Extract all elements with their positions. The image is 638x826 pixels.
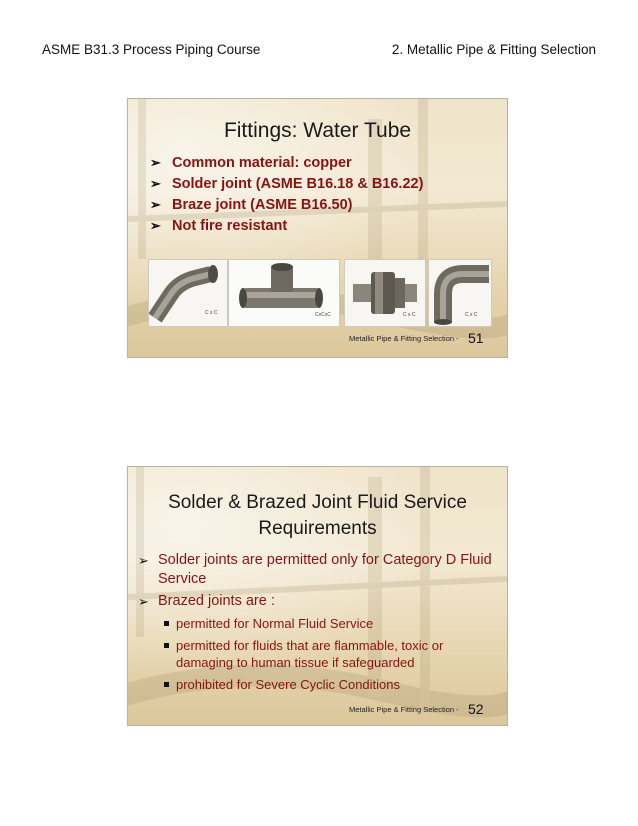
slide-footer-text: Metallic Pipe & Fitting Selection - <box>349 705 459 714</box>
arrow-bullet-icon: ➢ <box>150 176 161 191</box>
copper-45-elbow-fitting-icon: C x C <box>148 259 228 327</box>
square-bullet-icon <box>164 643 169 648</box>
bullet-item: ➢ Brazed joints are : permitted for Normal Fluid Service permitted for fluids that are flammable, toxic or damaging to human tissue if safeguarded prohibited for Severe Cyclic Conditions <box>138 592 497 693</box>
slide-51 <box>127 98 508 358</box>
bullet-item: ➢ Common material: copper <box>150 155 352 171</box>
sub-bullet-item: permitted for Normal Fluid Service <box>158 615 497 632</box>
sub-bullet-item: permitted for fluids that are flammable, toxic or damaging to human tissue if safeguarded <box>158 637 497 671</box>
slide-title: Solder & Brazed Joint Fluid Service Requirements <box>168 492 467 539</box>
bullet-list <box>150 153 467 237</box>
slide-title: Fittings: Water Tube <box>223 119 412 142</box>
slide-52 <box>127 466 508 726</box>
slide-number: 52 <box>468 701 484 717</box>
arrow-bullet-icon: ➢ <box>138 594 149 609</box>
bullet-list <box>138 551 497 698</box>
bullet-item: ➢ Not fire resistant <box>150 218 288 234</box>
arrow-bullet-icon: ➢ <box>150 218 161 233</box>
arrow-bullet-icon: ➢ <box>138 553 149 568</box>
bullet-item: ➢ Solder joints are permitted only for Category D Fluid Service <box>138 552 492 587</box>
copper-tee-fitting-icon: CxCxC <box>228 259 340 327</box>
bullet-item: ➢ Braze joint (ASME B16.50) <box>150 197 353 213</box>
sub-bullet-item: prohibited for Severe Cyclic Conditions <box>158 676 497 693</box>
slide-number: 51 <box>468 330 484 346</box>
sub-bullet-list <box>158 615 497 693</box>
bullet-item: ➢ Solder joint (ASME B16.18 & B16.22) <box>150 176 424 192</box>
arrow-bullet-icon: ➢ <box>150 155 161 170</box>
arrow-bullet-icon: ➢ <box>150 197 161 212</box>
copper-union-fitting-icon: C x C <box>344 259 426 327</box>
fittings-photo-row <box>148 259 487 329</box>
copper-90-elbow-fitting-icon: C x C <box>428 259 492 327</box>
square-bullet-icon <box>164 621 169 626</box>
slide-footer-text: Metallic Pipe & Fitting Selection - <box>349 334 459 343</box>
page-header-course: ASME B31.3 Process Piping Course <box>42 42 261 57</box>
page-header-section: 2. Metallic Pipe & Fitting Selection <box>391 42 596 57</box>
square-bullet-icon <box>164 682 169 687</box>
